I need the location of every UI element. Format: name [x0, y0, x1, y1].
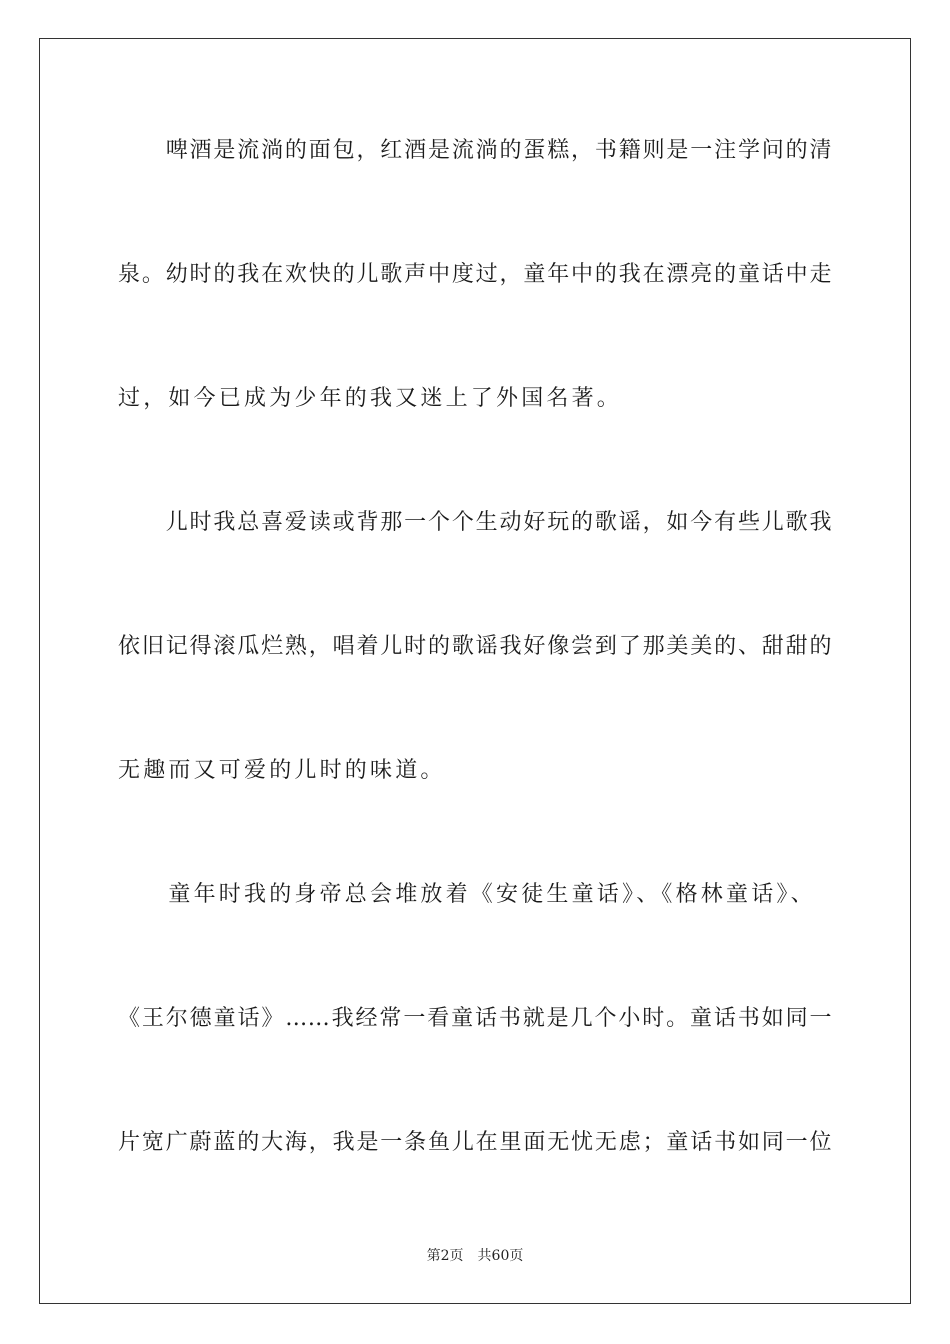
text-line-5: 依旧记得滚瓜烂熟，唱着儿时的歌谣我好像尝到了那美美的、甜甜的 — [118, 634, 832, 659]
text-line-4: 儿时我总喜爱读或背那一个个生动好玩的歌谣，如今有些儿歌我 — [118, 510, 832, 535]
text-line-3: 过，如今已成为少年的我又迷上了外国名著。 — [118, 386, 623, 411]
page-number: 第2页 — [426, 1248, 464, 1264]
page-footer — [0, 1247, 950, 1265]
text-line-7: 童年时我的身帝总会堆放着《安徒生童话》、《格林童话》、 — [118, 882, 816, 907]
text-line-2: 泉。幼时的我在欢快的儿歌声中度过，童年中的我在漂亮的童话中走 — [118, 262, 832, 287]
text-line-8: 《王尔德童话》……我经常一看童话书就是几个小时。童话书如同一 — [118, 1006, 832, 1031]
page-total: 共60页 — [477, 1248, 524, 1264]
text-line-9: 片宽广蔚蓝的大海，我是一条鱼儿在里面无忧无虑；童话书如同一位 — [118, 1130, 832, 1155]
page-border — [39, 38, 911, 1304]
text-line-1: 啤酒是流淌的面包，红酒是流淌的蛋糕，书籍则是一注学问的清 — [118, 138, 832, 163]
text-line-6: 无趣而又可爱的儿时的味道。 — [118, 758, 446, 783]
